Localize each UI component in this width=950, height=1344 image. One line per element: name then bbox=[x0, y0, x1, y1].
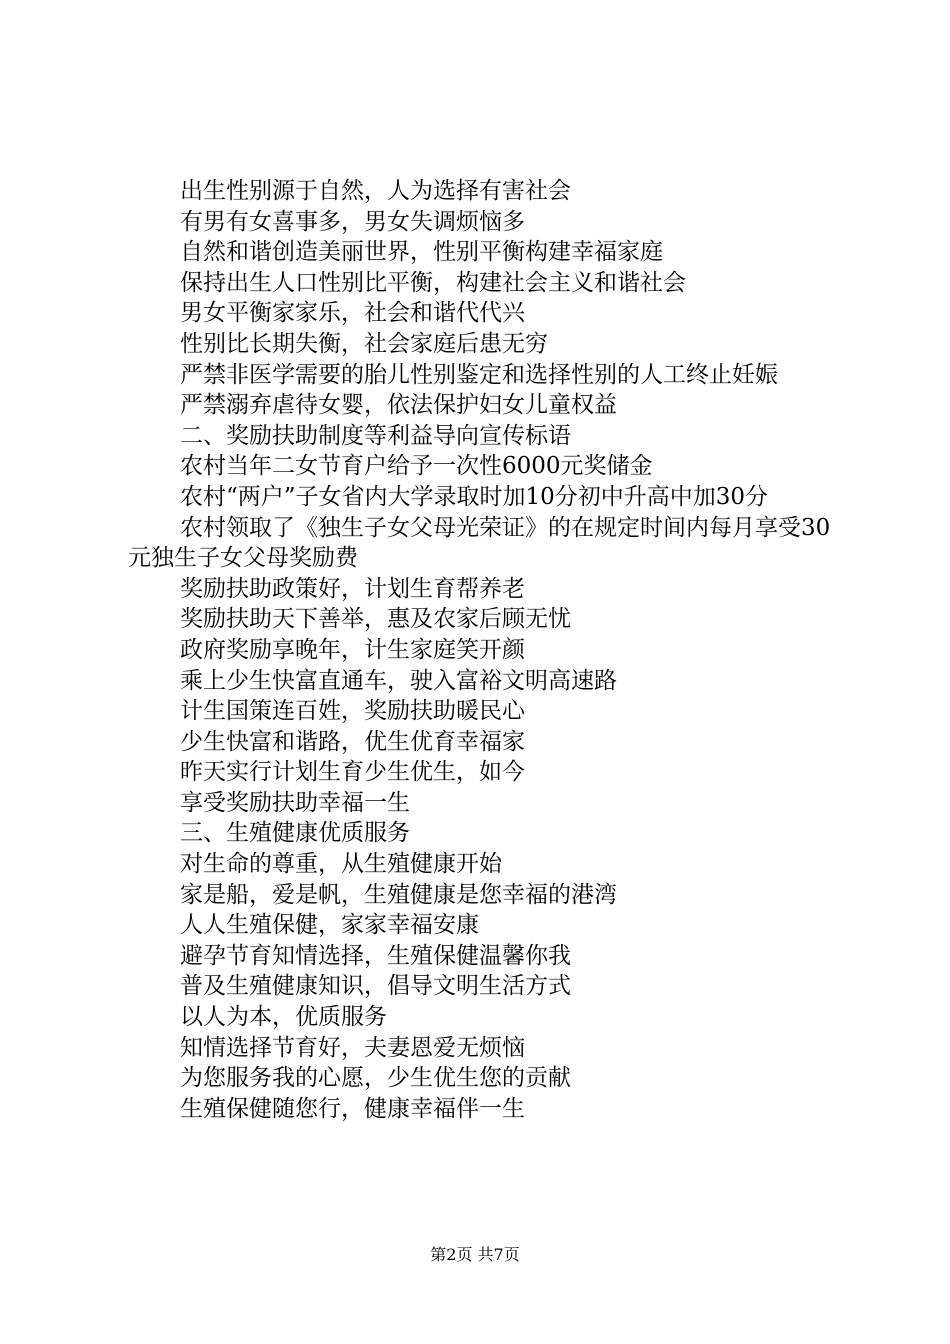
paragraph: 性别比长期失衡，社会家庭后患无穷 bbox=[180, 330, 548, 357]
paragraph: 乘上少生快富直通车，驶入富裕文明高速路 bbox=[180, 667, 617, 694]
paragraph: 少生快富和谐路，优生优育幸福家 bbox=[180, 728, 525, 755]
page-number-footer: 第2页 共7页 bbox=[430, 1245, 520, 1264]
paragraph: 对生命的尊重，从生殖健康开始 bbox=[180, 851, 502, 878]
paragraph: 农村领取了《独生子女父母光荣证》的在规定时间内每月享受30元独生子女父母奖励费 bbox=[128, 514, 831, 572]
paragraph: 避孕节育知情选择，生殖保健温馨你我 bbox=[180, 942, 571, 969]
paragraph: 严禁非医学需要的胎儿性别鉴定和选择性别的人工终止妊娠 bbox=[180, 361, 778, 388]
paragraph: 男女平衡家家乐，社会和谐代代兴 bbox=[180, 300, 525, 327]
section-heading: 二、奖励扶助制度等利益导向宣传标语 bbox=[180, 422, 571, 449]
paragraph: 政府奖励享晚年，计生家庭笑开颜 bbox=[180, 636, 525, 663]
paragraph: 奖励扶助政策好，计划生育帮养老 bbox=[180, 575, 525, 602]
section-heading: 三、生殖健康优质服务 bbox=[180, 820, 410, 847]
paragraph: 自然和谐创造美丽世界，性别平衡构建幸福家庭 bbox=[180, 239, 663, 266]
paragraph: 严禁溺弃虐待女婴，依法保护妇女儿童权益 bbox=[180, 392, 617, 419]
paragraph: 以人为本，优质服务 bbox=[180, 1004, 387, 1031]
paragraph: 人人生殖保健，家家幸福安康 bbox=[180, 912, 479, 939]
paragraph: 为您服务我的心愿，少生优生您的贡献 bbox=[180, 1065, 571, 1092]
paragraph: 知情选择节育好，夫妻恩爱无烦恼 bbox=[180, 1034, 525, 1061]
paragraph: 农村“两户”子女省内大学录取时加10分初中升高中加30分 bbox=[180, 483, 769, 510]
paragraph: 家是船，爱是帆，生殖健康是您幸福的港湾 bbox=[180, 881, 617, 908]
paragraph: 享受奖励扶助幸福一生 bbox=[180, 789, 410, 816]
paragraph: 普及生殖健康知识，倡导文明生活方式 bbox=[180, 973, 571, 1000]
document-body bbox=[128, 176, 834, 1124]
paragraph: 计生国策连百姓，奖励扶助暖民心 bbox=[180, 698, 525, 725]
paragraph: 奖励扶助天下善举，惠及农家后顾无忧 bbox=[180, 606, 571, 633]
paragraph: 昨天实行计划生育少生优生，如今 bbox=[180, 759, 525, 786]
paragraph: 出生性别源于自然，人为选择有害社会 bbox=[180, 178, 571, 204]
paragraph: 保持出生人口性别比平衡，构建社会主义和谐社会 bbox=[180, 269, 686, 296]
paragraph: 生殖保健随您行，健康幸福伴一生 bbox=[180, 1095, 525, 1122]
paragraph: 有男有女喜事多，男女失调烦恼多 bbox=[180, 208, 525, 235]
paragraph: 农村当年二女节育户给予一次性6000元奖储金 bbox=[180, 453, 653, 480]
